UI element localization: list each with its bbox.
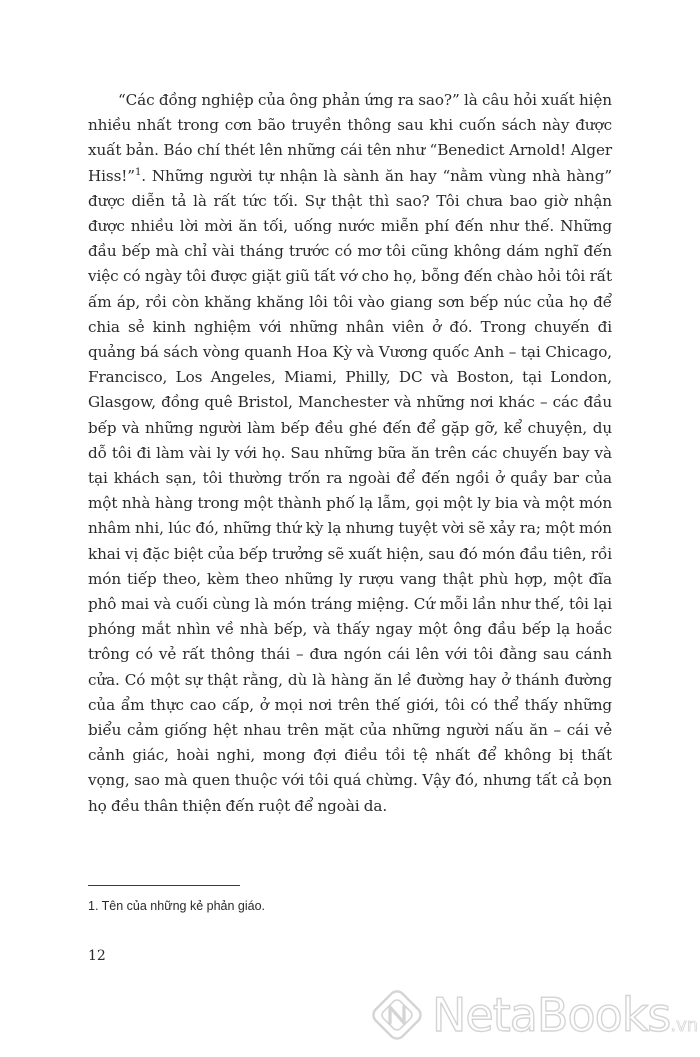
footnote-divider [88,885,240,886]
paragraph-text-part2: . Những người tự nhận là sành ăn hay “nằm vùng nhà hàng” được diễn tả là rất tức tối. Sự thật thì sao? Tôi chưa bao giờ nhận được nhiều lời mời ăn tối, uống nước miễn phí đến như thế. Những đầu bếp mà chỉ vài tháng trước có mơ tôi cũng không dám nghĩ đến việc có ngày tôi được giặt giũ tất vớ cho họ, bỗng đến chào hỏi tôi rất ấm áp, rồi còn khăng khăng lôi tôi vào giang sơn bếp núc của họ để chia sẻ kinh nghiệm với những nhân viên ở đó. Trong chuyến đi quảng bá sách vòng quanh Hoa Kỳ và Vương quốc Anh – tại Chicago, Francisco, Los Angeles, Miami, Philly, DC và Boston, tại London, Glasgow, đồng quê Bristol, Manchester và những nơi khác – các đầu bếp và những người làm bếp đều ghé đến để gặp gỡ, kể chuyện, dụ dỗ tôi đi làm vài ly với họ. Sau những bữa ăn trên các chuyến bay và tại khách sạn, tôi thường trốn ra ngoài để đến ngồi ở quầy bar của một nhà hàng trong một thành phố lạ lẫm, gọi một ly bia và một món nhâm nhi, lúc đó, những thứ kỳ lạ nhưng tuyệt vời sẽ xảy ra; một món khai vị đặc biệt của bếp trưởng sẽ xuất hiện, sau đó món đầu tiên, rồi món tiếp theo, kèm theo những ly rượu vang thật phù hợp, một đĩa phô mai và cuối cùng là món tráng miệng. Cứ mỗi lần như thế, tôi lại phóng mắt nhìn về nhà bếp, và thấy ngay một ông đầu bếp lạ hoắc trông có vẻ rất thông thái – đưa ngón cái lên với tôi đằng sau cánh cửa. Có một sự thật rằng, dù là hàng ăn lề đường hay ở thánh đường của ẩm thực cao cấp, ở mọi nơi trên thế giới, tôi có thể thấy những biểu cảm giống hệt nhau trên mặt của những người nấu ăn – cái vẻ cảnh giác, hoài nghi, mong đợi điều tồi tệ nhất để không bị thất vọng, sao mà quen thuộc với tôi quá chừng. Vậy đó, nhưng tất cả bọn họ đều thân thiện đến ruột để ngoài da. [88,166,612,815]
paragraph-text-part1: “Các đồng nghiệp của ông phản ứng ra sao?” là câu hỏi xuất hiện nhiều nhất trong cơn bão truyền thông sau khi cuốn sách này được xuất bản. Báo chí thét lên những cái tên như “Benedict Arnold! Alger Hiss!” [88,91,612,185]
body-paragraph [88,88,612,819]
watermark-brand: NetaBooks [432,988,671,1042]
footnote: 1. Tên của những kẻ phản giáo. [88,899,266,913]
watermark [360,980,700,1052]
netabooks-logo-icon [366,984,428,1046]
page-number: 12 [88,948,106,964]
watermark-text [432,988,698,1053]
watermark-suffix: .vn [670,1015,699,1036]
footnote-reference[interactable]: 1 [134,166,142,178]
